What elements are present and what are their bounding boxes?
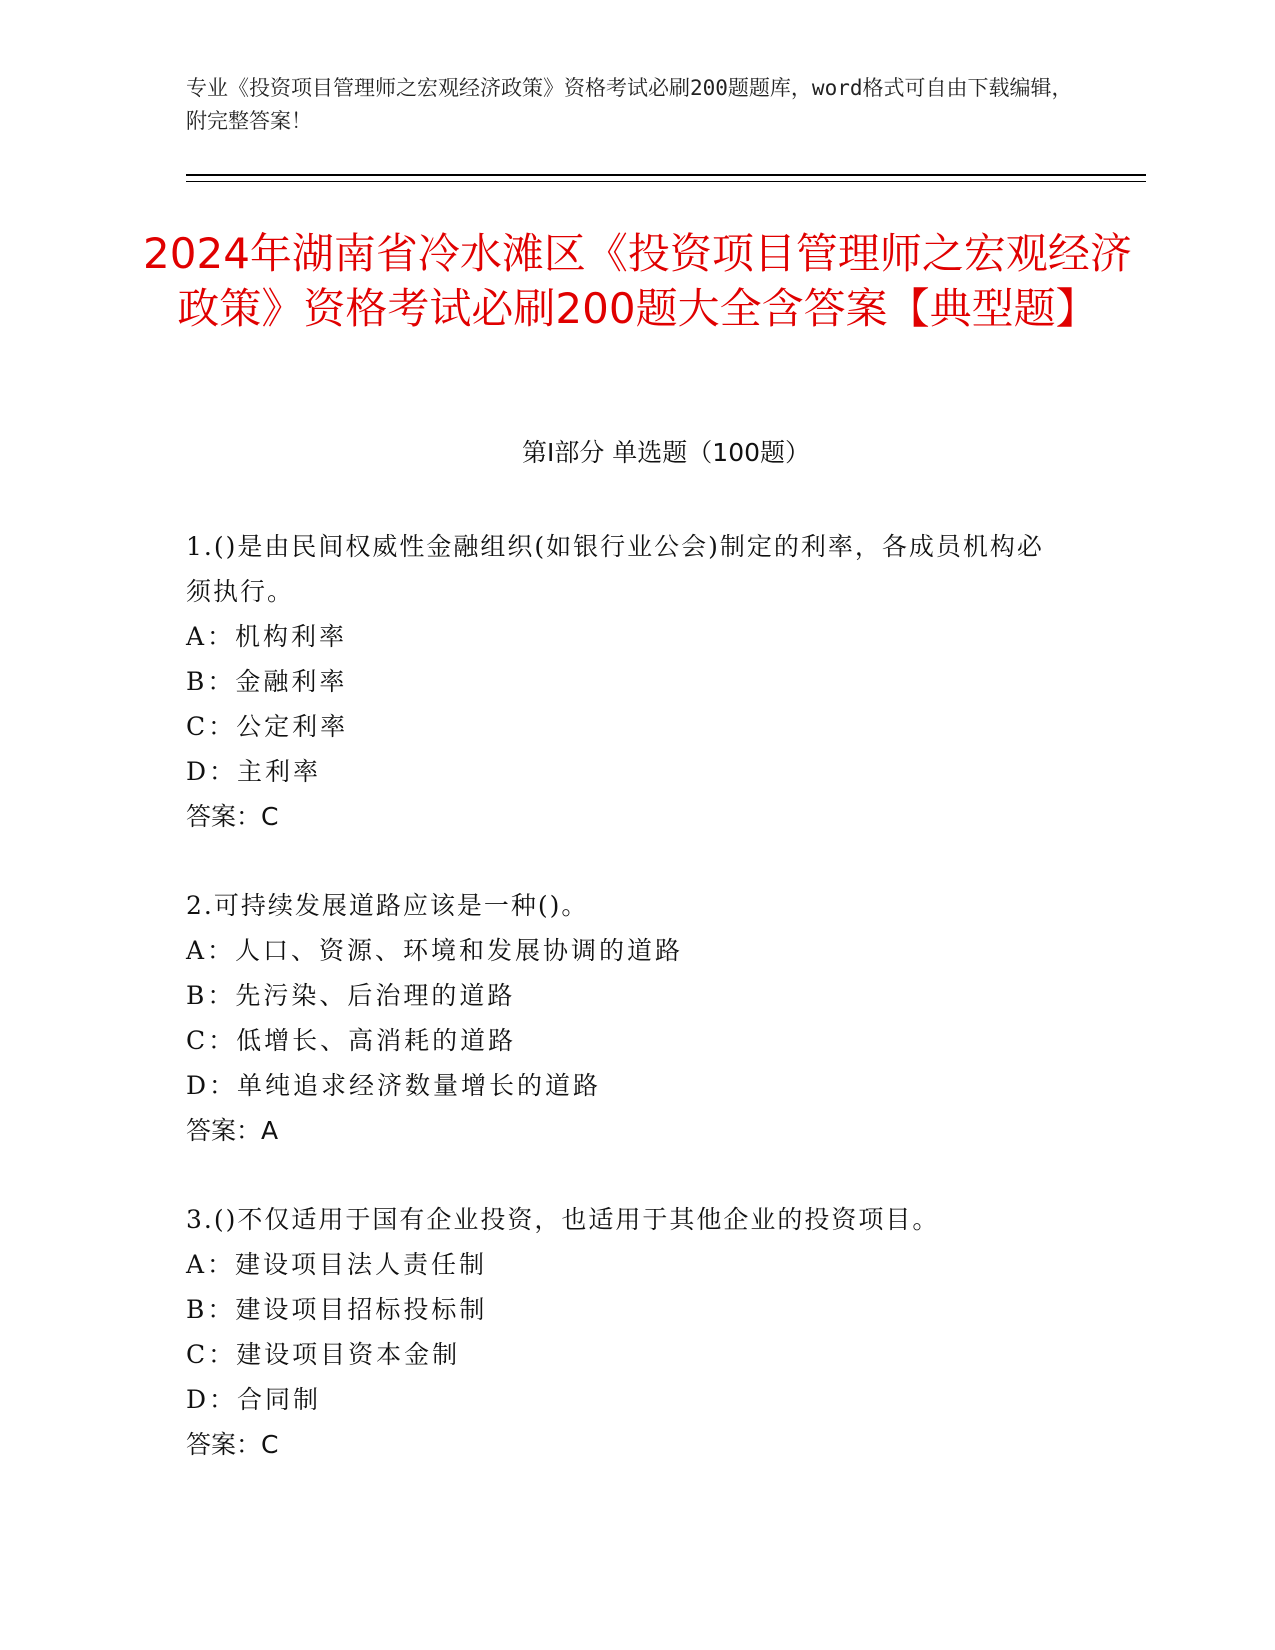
question-stem: 1.()是由民间权威性金融组织(如银行业公会)制定的利率，各成员机构必须执行。 — [186, 532, 1044, 606]
question-option-b: B：金融利率 — [186, 667, 348, 696]
question-option-d: D：合同制 — [186, 1385, 322, 1414]
question-1 — [186, 524, 1066, 839]
question-2 — [186, 883, 1066, 1153]
header-divider-thick — [186, 174, 1146, 176]
question-option-c: C：低增长、高消耗的道路 — [186, 1026, 517, 1055]
question-3 — [186, 1197, 1066, 1467]
question-option-b: B：建设项目招标投标制 — [186, 1295, 488, 1324]
question-option-c: C：建设项目资本金制 — [186, 1340, 461, 1369]
section-heading: 第Ⅰ部分 单选题（100题） — [521, 438, 811, 467]
question-list — [186, 524, 1066, 1511]
question-stem: 2.可持续发展道路应该是一种()。 — [186, 891, 589, 920]
question-option-d: D：单纯追求经济数量增长的道路 — [186, 1071, 602, 1100]
question-answer: 答案：C — [186, 802, 279, 831]
question-option-c: C：公定利率 — [186, 712, 349, 741]
question-option-d: D：主利率 — [186, 757, 322, 786]
question-option-a: A：机构利率 — [186, 622, 348, 651]
question-option-a: A：人口、资源、环境和发展协调的道路 — [186, 936, 684, 965]
question-option-b: B：先污染、后治理的道路 — [186, 981, 516, 1010]
header-divider-thin — [186, 181, 1146, 182]
question-answer: 答案：C — [186, 1430, 279, 1459]
question-stem: 3.()不仅适用于国有企业投资，也适用于其他企业的投资项目。 — [186, 1205, 940, 1234]
document-title: 2024年湖南省冷水滩区《投资项目管理师之宏观经济政策》资格考试必刷200题大全含答案【典型题】 — [143, 229, 1132, 333]
question-option-a: A：建设项目法人责任制 — [186, 1250, 488, 1279]
header-note: 专业《投资项目管理师之宏观经济政策》资格考试必刷200题题库，word格式可自由下载编辑，附完整答案！ — [186, 76, 1073, 133]
question-answer: 答案：A — [186, 1116, 279, 1145]
